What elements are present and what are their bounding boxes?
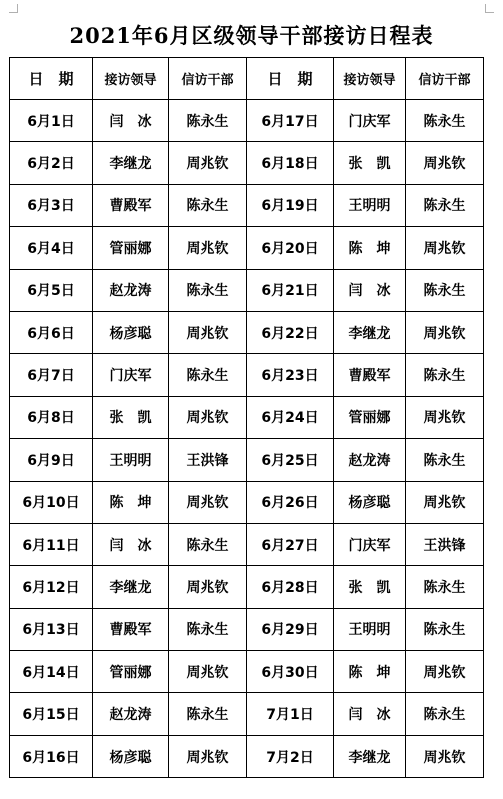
page-corner-mark-right: [485, 4, 494, 13]
date-cell: 6月28日: [247, 566, 334, 608]
date-cell: 6月24日: [247, 396, 334, 438]
header-leader-left: 接访领导: [93, 58, 169, 100]
leader-cell: 杨彦聪: [93, 735, 169, 777]
cadre-cell: 陈永生: [406, 566, 484, 608]
cadre-cell: 陈永生: [169, 354, 247, 396]
table-row: [10, 396, 484, 438]
cadre-cell: 陈永生: [406, 693, 484, 735]
leader-cell: 赵龙涛: [93, 269, 169, 311]
date-cell: 6月6日: [10, 311, 93, 353]
leader-cell: 闫 冰: [93, 523, 169, 565]
cadre-cell: 周兆钦: [406, 311, 484, 353]
date-cell: 6月13日: [10, 608, 93, 650]
date-cell: 6月11日: [10, 523, 93, 565]
date-cell: 6月3日: [10, 184, 93, 226]
cadre-cell: 周兆钦: [406, 735, 484, 777]
cadre-cell: 陈永生: [169, 693, 247, 735]
cadre-cell: 陈永生: [169, 269, 247, 311]
leader-cell: 张 凯: [93, 396, 169, 438]
table-row: [10, 566, 484, 608]
cadre-cell: 周兆钦: [406, 651, 484, 693]
leader-cell: 李继龙: [93, 566, 169, 608]
leader-cell: 杨彦聪: [93, 311, 169, 353]
leader-cell: 管丽娜: [93, 651, 169, 693]
date-cell: 6月19日: [247, 184, 334, 226]
leader-cell: 陈 坤: [334, 227, 406, 269]
header-cadre-left: 信访干部: [169, 58, 247, 100]
leader-cell: 杨彦聪: [334, 481, 406, 523]
leader-cell: 闫 冰: [334, 693, 406, 735]
date-cell: 6月29日: [247, 608, 334, 650]
cadre-cell: 周兆钦: [169, 566, 247, 608]
cadre-cell: 王洪锋: [169, 439, 247, 481]
table-row: [10, 693, 484, 735]
table-row: [10, 608, 484, 650]
cadre-cell: 周兆钦: [169, 735, 247, 777]
date-cell: 6月21日: [247, 269, 334, 311]
leader-cell: 赵龙涛: [93, 693, 169, 735]
leader-cell: 李继龙: [93, 142, 169, 184]
cadre-cell: 陈永生: [169, 608, 247, 650]
leader-cell: 闫 冰: [334, 269, 406, 311]
date-cell: 6月9日: [10, 439, 93, 481]
date-cell: 6月16日: [10, 735, 93, 777]
cadre-cell: 周兆钦: [169, 481, 247, 523]
leader-cell: 管丽娜: [334, 396, 406, 438]
leader-cell: 曹殿军: [334, 354, 406, 396]
cadre-cell: 周兆钦: [406, 227, 484, 269]
cadre-cell: 周兆钦: [169, 311, 247, 353]
table-row: [10, 481, 484, 523]
leader-cell: 管丽娜: [93, 227, 169, 269]
leader-cell: 曹殿军: [93, 184, 169, 226]
date-cell: 6月2日: [10, 142, 93, 184]
page-corner-mark-left: [9, 4, 18, 13]
cadre-cell: 周兆钦: [169, 227, 247, 269]
cadre-cell: 陈永生: [406, 608, 484, 650]
leader-cell: 闫 冰: [93, 100, 169, 142]
cadre-cell: 周兆钦: [169, 142, 247, 184]
leader-cell: 门庆军: [334, 523, 406, 565]
table-row: [10, 184, 484, 226]
cadre-cell: 陈永生: [406, 100, 484, 142]
leader-cell: 赵龙涛: [334, 439, 406, 481]
date-cell: 6月30日: [247, 651, 334, 693]
cadre-cell: 王洪锋: [406, 523, 484, 565]
date-cell: 6月20日: [247, 227, 334, 269]
cadre-cell: 周兆钦: [169, 396, 247, 438]
date-cell: 6月17日: [247, 100, 334, 142]
date-cell: 6月27日: [247, 523, 334, 565]
table-row: [10, 735, 484, 777]
leader-cell: 门庆军: [93, 354, 169, 396]
date-cell: 6月26日: [247, 481, 334, 523]
page-title: 2021年6月区级领导干部接访日程表: [69, 23, 434, 48]
leader-cell: 张 凯: [334, 566, 406, 608]
header-date-right: 日 期: [247, 58, 334, 100]
date-cell: 6月14日: [10, 651, 93, 693]
leader-cell: 李继龙: [334, 735, 406, 777]
cadre-cell: 周兆钦: [406, 481, 484, 523]
cadre-cell: 陈永生: [169, 184, 247, 226]
cadre-cell: 陈永生: [406, 184, 484, 226]
cadre-cell: 陈永生: [169, 100, 247, 142]
date-cell: 6月25日: [247, 439, 334, 481]
date-cell: 6月1日: [10, 100, 93, 142]
cadre-cell: 周兆钦: [406, 142, 484, 184]
table-row: [10, 523, 484, 565]
cadre-cell: 周兆钦: [169, 651, 247, 693]
leader-cell: 陈 坤: [334, 651, 406, 693]
leader-cell: 王明明: [334, 608, 406, 650]
cadre-cell: 陈永生: [406, 354, 484, 396]
date-cell: 6月7日: [10, 354, 93, 396]
leader-cell: 王明明: [93, 439, 169, 481]
leader-cell: 曹殿军: [93, 608, 169, 650]
date-cell: 7月1日: [247, 693, 334, 735]
header-cadre-right: 信访干部: [406, 58, 484, 100]
date-cell: 6月5日: [10, 269, 93, 311]
cadre-cell: 陈永生: [406, 269, 484, 311]
table-row: [10, 651, 484, 693]
table-row: [10, 100, 484, 142]
table-row: [10, 269, 484, 311]
leader-cell: 张 凯: [334, 142, 406, 184]
table-row: [10, 142, 484, 184]
table-row: [10, 227, 484, 269]
leader-cell: 李继龙: [334, 311, 406, 353]
date-cell: 6月15日: [10, 693, 93, 735]
table-header-row: [10, 58, 484, 100]
cadre-cell: 周兆钦: [406, 396, 484, 438]
cadre-cell: 陈永生: [406, 439, 484, 481]
header-date-left: 日 期: [10, 58, 93, 100]
date-cell: 7月2日: [247, 735, 334, 777]
table-row: [10, 354, 484, 396]
date-cell: 6月10日: [10, 481, 93, 523]
date-cell: 6月8日: [10, 396, 93, 438]
schedule-body: [10, 100, 484, 778]
date-cell: 6月18日: [247, 142, 334, 184]
date-cell: 6月12日: [10, 566, 93, 608]
table-row: [10, 439, 484, 481]
schedule-table: [9, 57, 484, 778]
date-cell: 6月4日: [10, 227, 93, 269]
cadre-cell: 陈永生: [169, 523, 247, 565]
table-row: [10, 311, 484, 353]
leader-cell: 王明明: [334, 184, 406, 226]
leader-cell: 门庆军: [334, 100, 406, 142]
date-cell: 6月23日: [247, 354, 334, 396]
header-leader-right: 接访领导: [334, 58, 406, 100]
date-cell: 6月22日: [247, 311, 334, 353]
leader-cell: 陈 坤: [93, 481, 169, 523]
